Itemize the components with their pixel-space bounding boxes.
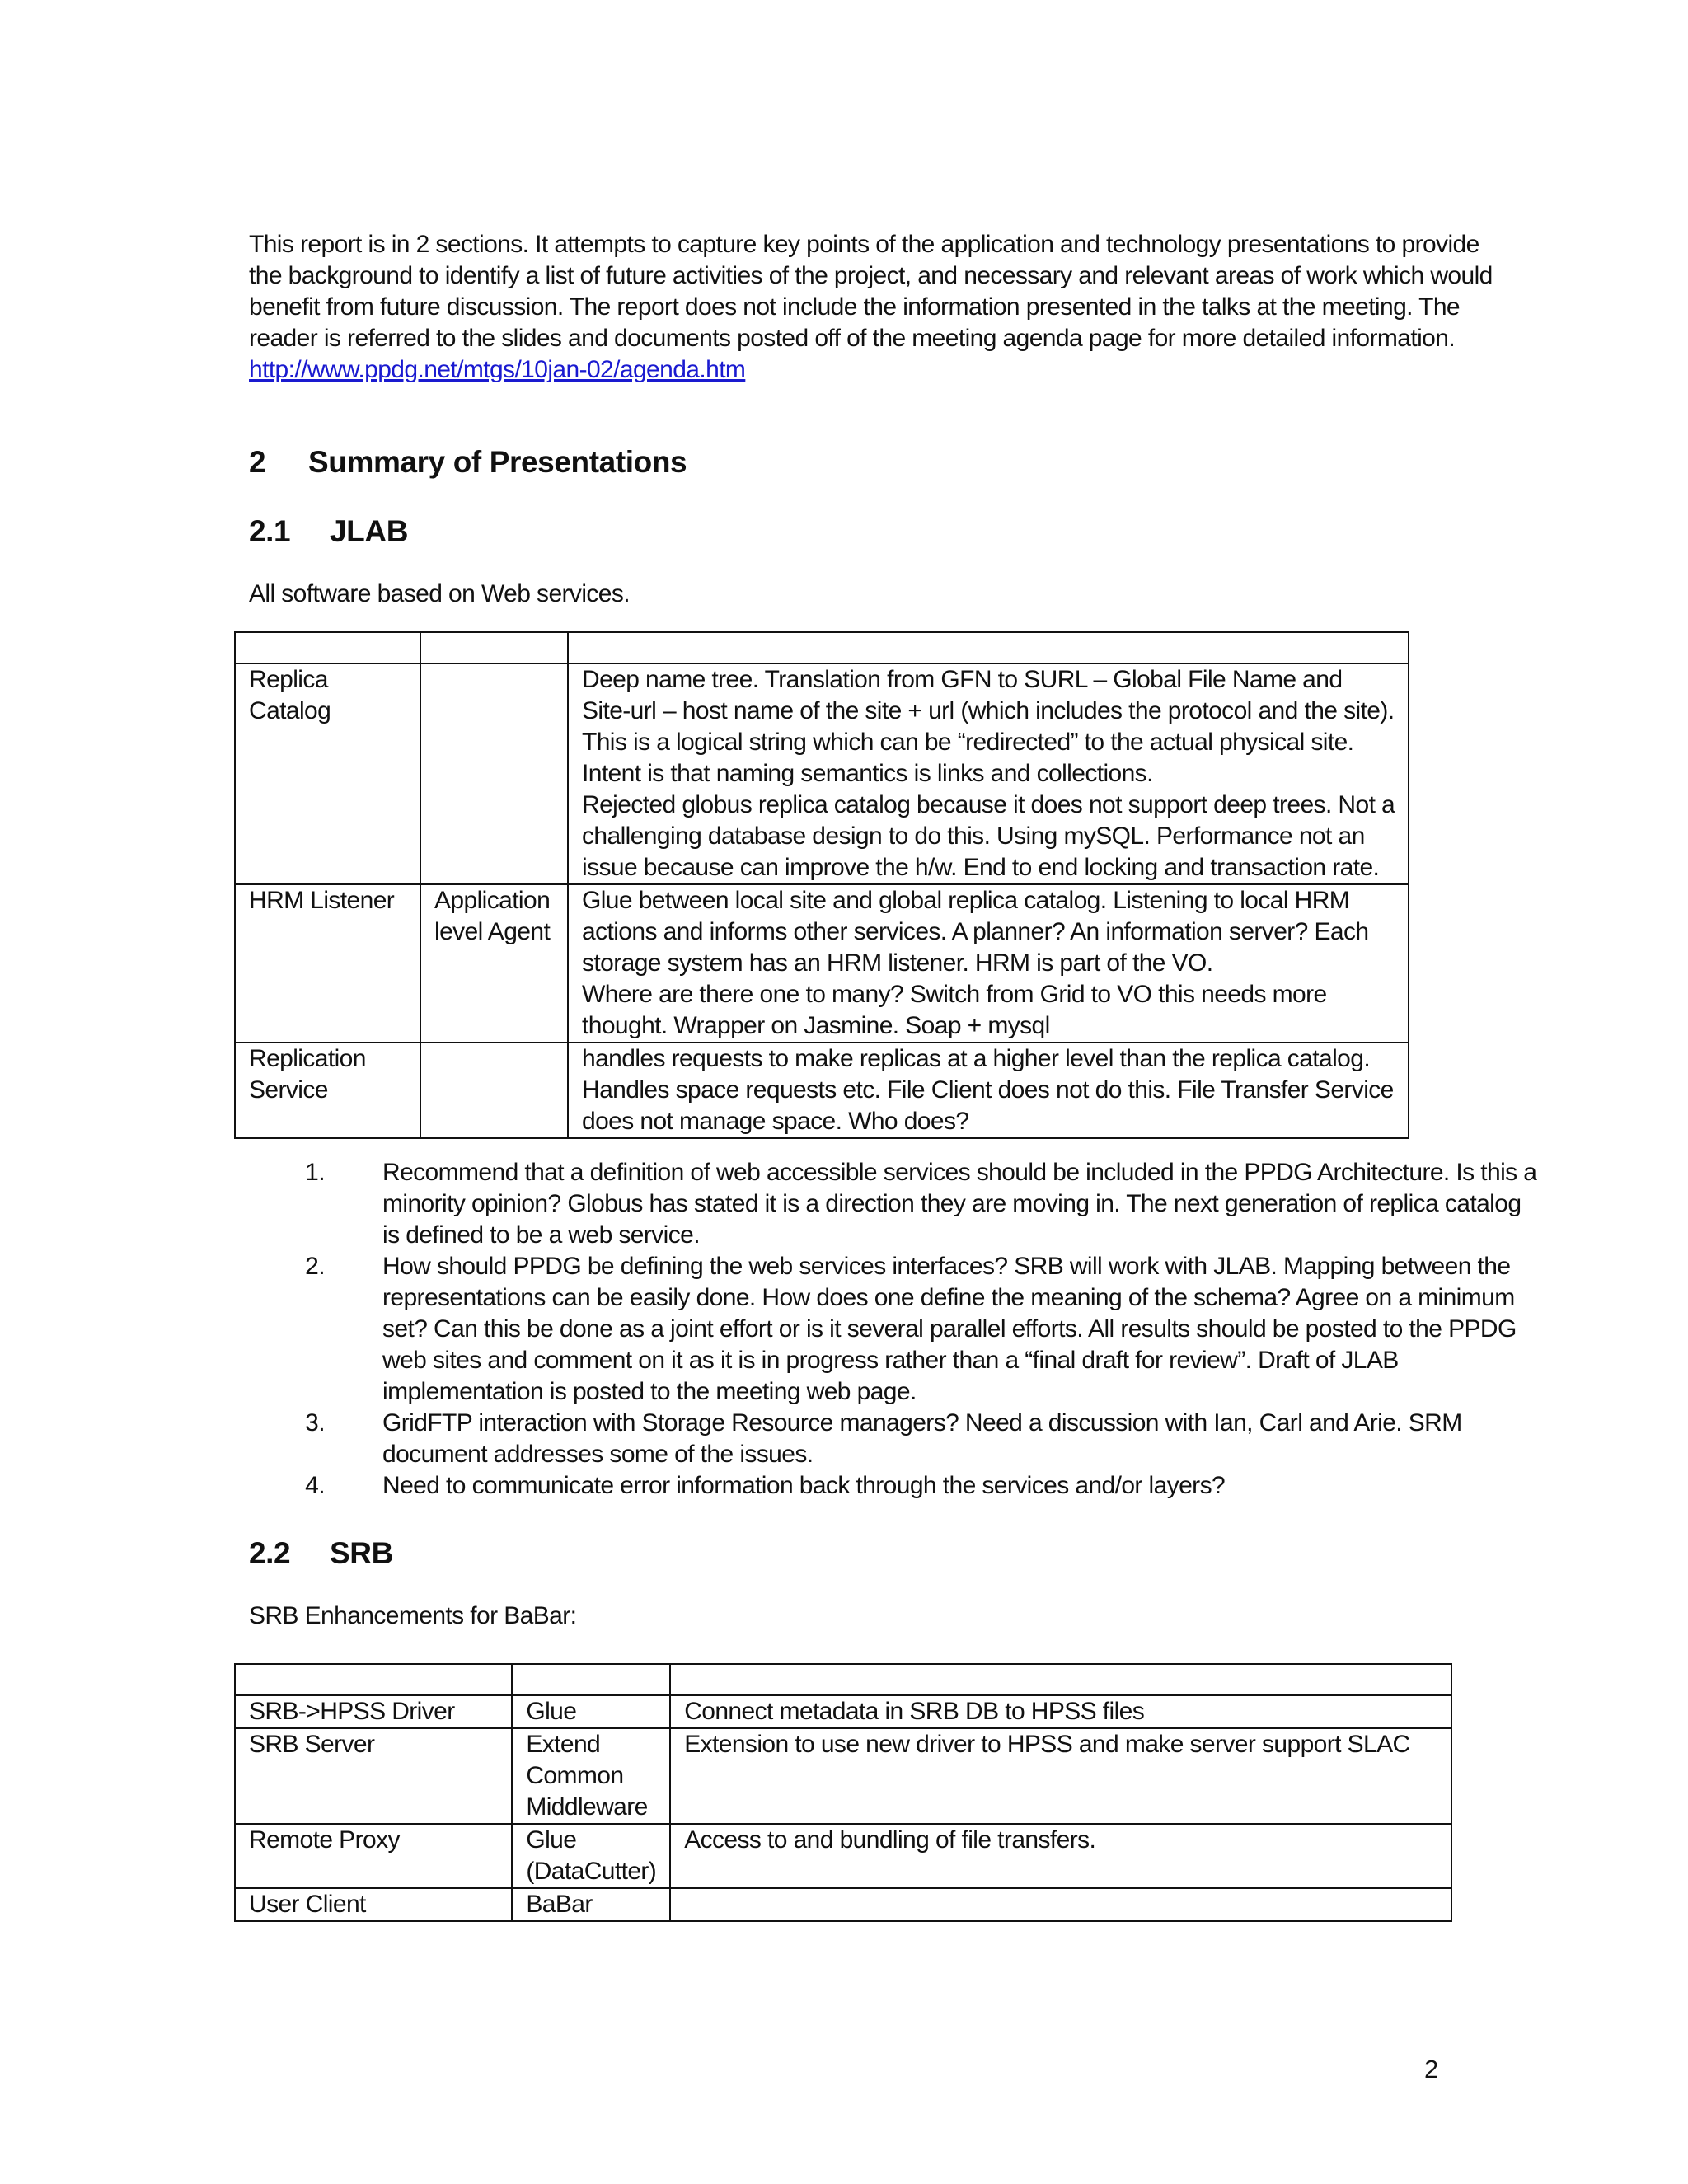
cell-line: Extension to use new driver to HPSS and make server support SLAC [684, 1731, 1410, 1758]
section-title: Summary of Presentations [308, 445, 687, 479]
cell-line: This is a logical string which can be “redirected” to the actual physical site. [582, 729, 1354, 756]
cell-line: Extend [526, 1731, 601, 1758]
cell-line: Middleware [526, 1793, 648, 1821]
srb-header-cell [512, 1664, 670, 1695]
cell-line: HRM Listener [249, 887, 395, 914]
table-row [235, 1728, 1451, 1824]
subsection-title: SRB [330, 1536, 393, 1570]
srb-cell-desc [670, 1728, 1451, 1824]
srb-cell-name [235, 1695, 512, 1728]
list-item-number: 2. [305, 1253, 325, 1280]
srb-cell-desc [670, 1824, 1451, 1888]
intro-paragraph [249, 229, 1493, 386]
section-number: 2 [249, 445, 266, 479]
cell-line: Deep name tree. Translation from GFN to SURL – Global File Name and [582, 666, 1343, 693]
cell-line: Intent is that naming semantics is links and collections. [582, 760, 1153, 787]
cell-line: thought. Wrapper on Jasmine. Soap + mysql [582, 1012, 1050, 1039]
list-item [282, 1470, 1452, 1502]
cell-line: Replica [249, 666, 328, 693]
cell-line: Connect metadata in SRB DB to HPSS files [684, 1698, 1145, 1725]
srb-cell-desc [670, 1888, 1451, 1921]
cell-line: Rejected globus replica catalog because it does not support deep trees. Not a [582, 791, 1395, 818]
cell-line: Replication [249, 1045, 366, 1072]
cell-line: BaBar [526, 1891, 593, 1918]
list-item-line: set? Can this be done as a joint effort or is it several parallel efforts. All results should be posted to the PPDG [382, 1315, 1517, 1343]
list-item-line: web sites and comment on it as it is in progress rather than a “final draft for review”. Draft of JLAB [382, 1347, 1399, 1374]
list-item-number: 3. [305, 1409, 325, 1436]
jlab-cell-desc [568, 1043, 1409, 1138]
intro-line: the background to identify a list of future activities of the project, and necessary and relevant areas of work which would [249, 262, 1493, 289]
cell-line: SRB Server [249, 1731, 375, 1758]
srb-header-cell [670, 1664, 1451, 1695]
cell-line: Catalog [249, 697, 331, 724]
cell-line: Glue [526, 1826, 577, 1854]
srb-table-body [235, 1664, 1451, 1921]
list-item-text [382, 1470, 1225, 1502]
cell-line: storage system has an HRM listener. HRM is part of the VO. [582, 949, 1213, 977]
jlab-cell-type [420, 663, 568, 884]
jlab-header-cell [235, 632, 420, 663]
list-item [282, 1157, 1537, 1251]
jlab-cell-type [420, 1043, 568, 1138]
cell-line: Service [249, 1076, 328, 1104]
list-item-line: GridFTP interaction with Storage Resource managers? Need a discussion with Ian, Carl and Arie. SRM [382, 1409, 1462, 1436]
srb-cell-name [235, 1824, 512, 1888]
cell-line: actions and informs other services. A planner? An information server? Each [582, 918, 1369, 945]
srb-intro: SRB Enhancements for BaBar: [249, 1602, 577, 1629]
cell-line: (DataCutter) [526, 1858, 657, 1885]
cell-line: Site-url – host name of the site + url (which includes the protocol and the site). [582, 697, 1395, 724]
jlab-cell-desc [568, 663, 1409, 884]
cell-line: Application [434, 887, 551, 914]
subsection-heading [249, 514, 1452, 549]
cell-line: handles requests to make replicas at a higher level than the replica catalog. [582, 1045, 1371, 1072]
jlab-intro: All software based on Web services. [249, 580, 631, 607]
subsection-title: JLAB [330, 514, 409, 548]
page-number: 2 [1424, 2055, 1439, 2083]
intro-line: This report is in 2 sections. It attempts to capture key points of the application and technology presentations to provide [249, 231, 1479, 258]
srb-cell-type [512, 1824, 670, 1888]
list-item-line: implementation is posted to the meeting web page. [382, 1378, 917, 1405]
srb-cell-desc [670, 1695, 1451, 1728]
agenda-link[interactable]: http://www.ppdg.net/mtgs/10jan-02/agenda.htm [249, 356, 746, 383]
table-row [235, 1695, 1451, 1728]
list-item-line: document addresses some of the issues. [382, 1441, 814, 1468]
cell-line: User Client [249, 1891, 366, 1918]
srb-cell-name [235, 1888, 512, 1921]
cell-line: challenging database design to do this. Using mySQL. Performance not an [582, 823, 1365, 850]
list-item-text [382, 1408, 1462, 1470]
table-row [235, 884, 1409, 1043]
intro-line: reader is referred to the slides and documents posted off of the meeting agenda page for more detailed information. [249, 325, 1456, 352]
list-item [282, 1251, 1517, 1408]
list-item-line: How should PPDG be defining the web services interfaces? SRB will work with JLAB. Mapping between the [382, 1253, 1511, 1280]
srb-cell-type [512, 1728, 670, 1824]
cell-line: Access to and bundling of file transfers. [684, 1826, 1096, 1854]
cell-line: Common [526, 1762, 624, 1789]
list-item-line: is defined to be a web service. [382, 1221, 700, 1249]
table-row [235, 663, 1409, 884]
list-item [282, 1408, 1462, 1470]
cell-line: Remote Proxy [249, 1826, 400, 1854]
cell-line: issue because can improve the h/w. End to end locking and transaction rate. [582, 854, 1380, 881]
cell-line: Handles space requests etc. File Client does not do this. File Transfer Service [582, 1076, 1394, 1104]
list-item-line: Recommend that a definition of web accessible services should be included in the PPDG Architecture. Is this a [382, 1159, 1537, 1186]
cell-line: Glue between local site and global replica catalog. Listening to local HRM [582, 887, 1350, 914]
intro-line: benefit from future discussion. The report does not include the information presented in the talks at the meeting. The [249, 293, 1460, 321]
jlab-cell-desc [568, 884, 1409, 1043]
srb-cell-name [235, 1728, 512, 1824]
table-row [235, 1888, 1451, 1921]
list-item-number: 4. [305, 1472, 325, 1499]
section-heading [249, 445, 1452, 480]
cell-line: SRB->HPSS Driver [249, 1698, 455, 1725]
jlab-table [234, 631, 1409, 1139]
srb-cell-type [512, 1888, 670, 1921]
jlab-cell-name [235, 884, 420, 1043]
list-item-number: 1. [305, 1159, 325, 1186]
subsection-number: 2.2 [249, 1536, 291, 1570]
subsection-number: 2.1 [249, 514, 291, 548]
cell-line: Where are there one to many? Switch from Grid to VO this needs more [582, 981, 1327, 1008]
srb-header-cell [235, 1664, 512, 1695]
jlab-header-cell [420, 632, 568, 663]
cell-line: Glue [526, 1698, 577, 1725]
table-row [235, 1043, 1409, 1138]
cell-line: does not manage space. Who does? [582, 1108, 969, 1135]
jlab-recommendations [282, 1157, 1537, 1502]
list-item-text [382, 1251, 1517, 1408]
srb-cell-type [512, 1695, 670, 1728]
jlab-cell-name [235, 663, 420, 884]
jlab-cell-name [235, 1043, 420, 1138]
list-item-line: Need to communicate error information back through the services and/or layers? [382, 1472, 1226, 1499]
list-item-line: minority opinion? Globus has stated it is a direction they are moving in. The next generation of replica catalog [382, 1190, 1522, 1217]
subsection-heading [249, 1536, 1452, 1571]
srb-table [234, 1663, 1452, 1922]
list-item-line: representations can be easily done. How does one define the meaning of the schema? Agree on a minimum [382, 1284, 1515, 1311]
jlab-header-cell [568, 632, 1409, 663]
jlab-header-row [235, 632, 1409, 663]
table-row [235, 1824, 1451, 1888]
jlab-table-body [235, 632, 1409, 1138]
cell-line: level Agent [434, 918, 551, 945]
jlab-cell-type [420, 884, 568, 1043]
page-content [249, 229, 1537, 1922]
srb-header-row [235, 1664, 1451, 1695]
list-item-text [382, 1157, 1536, 1251]
